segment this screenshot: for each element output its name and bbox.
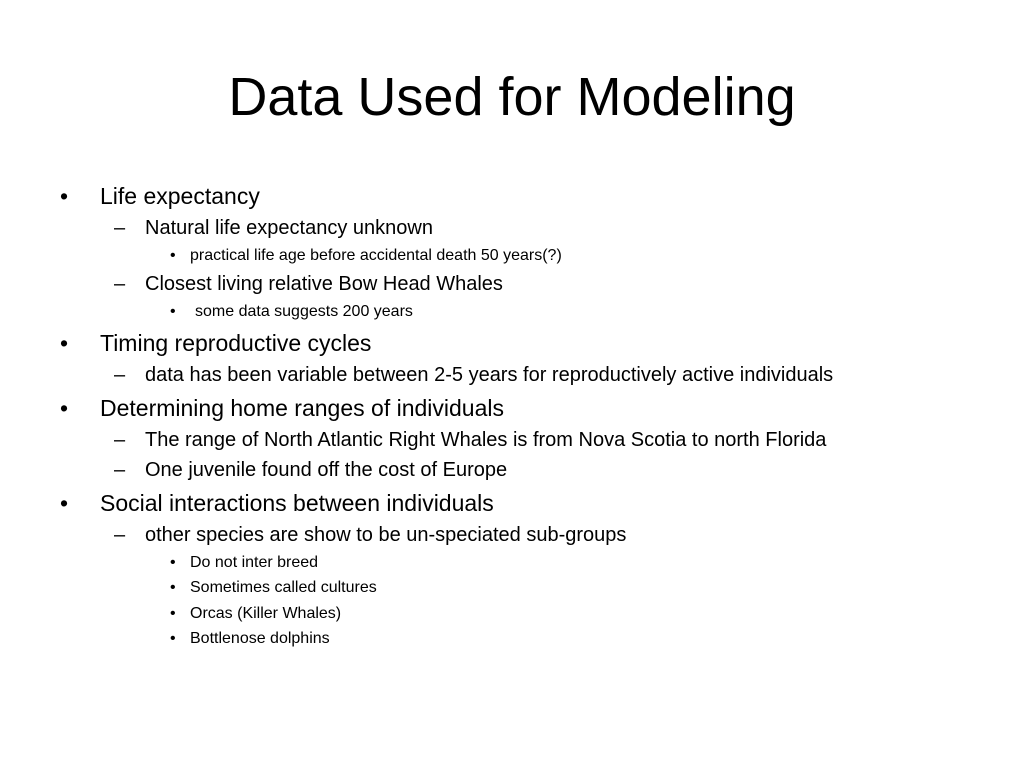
bullet-marker: •: [170, 554, 176, 571]
dash-marker: –: [114, 524, 126, 546]
list-item-text: data has been variable between 2-5 years for reproductively active individuals: [145, 364, 834, 386]
list-item-text: Do not inter breed: [190, 554, 319, 571]
dash-marker: –: [114, 217, 126, 239]
bullet-marker: •: [170, 303, 176, 320]
list-item-text: other species are show to be un-speciated sub-groups: [145, 524, 627, 546]
bullet-marker: •: [60, 395, 69, 421]
list-item-text: Determining home ranges of individuals: [100, 395, 504, 421]
list-item-text: One juvenile found off the cost of Europe: [145, 459, 508, 481]
bullet-marker: •: [170, 605, 176, 622]
slide-title: Data Used for Modeling: [228, 67, 796, 127]
bullet-marker: •: [60, 490, 69, 516]
list-item-text: Timing reproductive cycles: [100, 330, 372, 356]
dash-marker: –: [114, 273, 126, 295]
list-item-text: practical life age before accidental death 50 years(?): [190, 247, 562, 264]
list-item-text: Life expectancy: [100, 183, 260, 209]
list-item-text: Bottlenose dolphins: [190, 630, 330, 647]
list-item-text: some data suggests 200 years: [195, 303, 413, 320]
dash-marker: –: [114, 429, 126, 451]
list-item-text: The range of North Atlantic Right Whales is from Nova Scotia to north Florida: [145, 429, 827, 451]
bullet-marker: •: [60, 183, 69, 209]
list-item-text: Closest living relative Bow Head Whales: [145, 273, 503, 295]
list-item-text: Social interactions between individuals: [100, 490, 494, 516]
bullet-marker: •: [170, 579, 176, 596]
bullet-marker: •: [170, 247, 176, 264]
list-item-text: Sometimes called cultures: [190, 579, 377, 596]
list-item-text: Orcas (Killer Whales): [190, 605, 342, 622]
list-item-text: Natural life expectancy unknown: [145, 217, 433, 239]
bullet-marker: •: [60, 330, 69, 356]
dash-marker: –: [114, 364, 126, 386]
dash-marker: –: [114, 459, 126, 481]
bullet-marker: •: [170, 630, 176, 647]
